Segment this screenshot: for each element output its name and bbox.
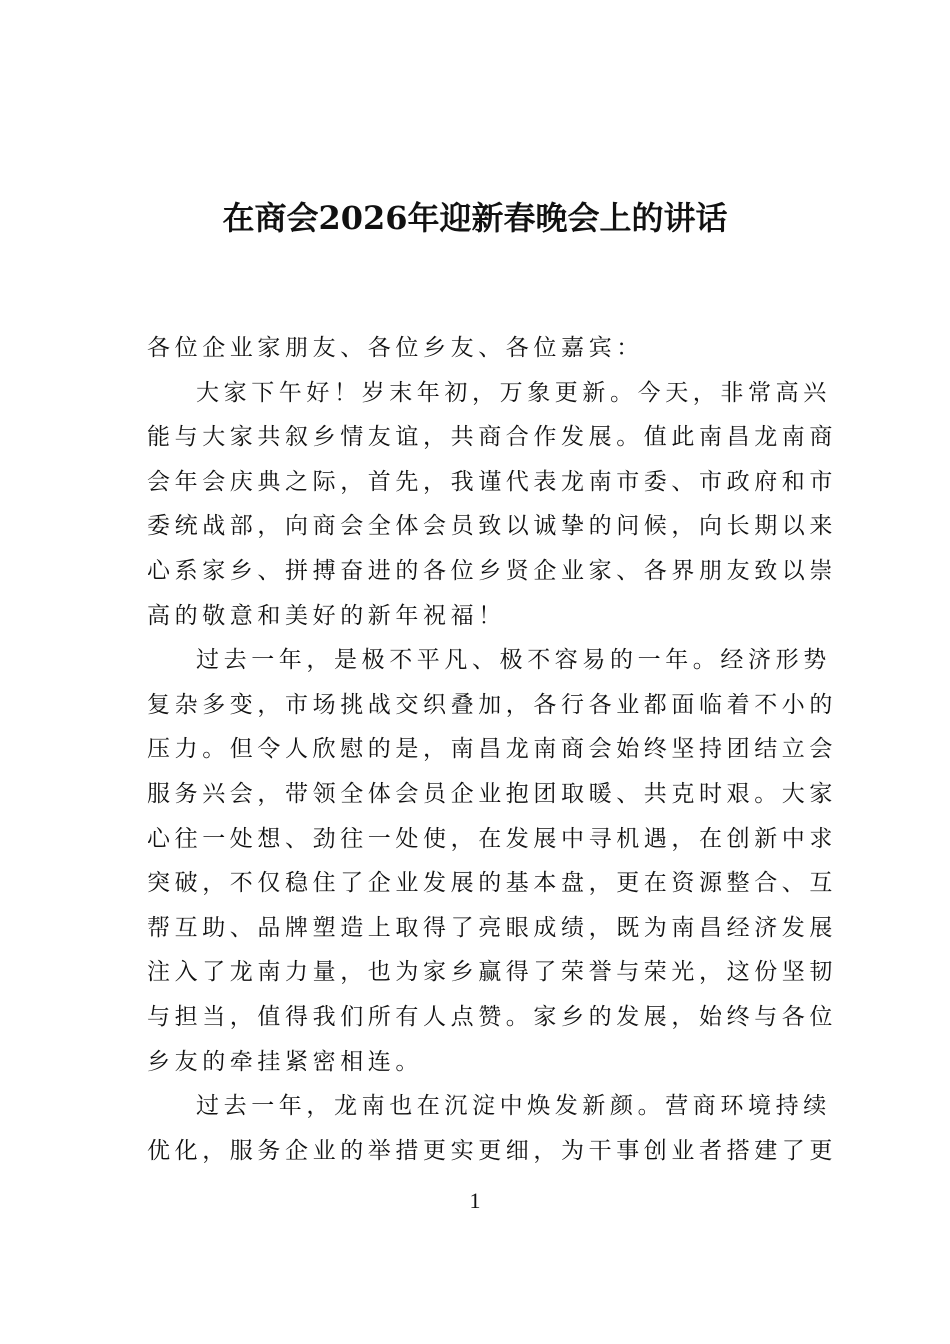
paragraph-line: 压力。但令人欣慰的是，南昌龙南商会始终坚持团结立会 — [147, 736, 837, 763]
greeting-line: 各位企业家朋友、各位乡友、各位嘉宾： — [147, 335, 644, 361]
paragraph-line: 与担当，值得我们所有人点赞。家乡的发展，始终与各位 — [147, 1003, 837, 1030]
paragraph-line: 过去一年，龙南也在沉淀中焕发新颜。营商环境持续 — [196, 1093, 831, 1120]
paragraph-line: 高的敬意和美好的新年祝福！ — [147, 602, 506, 629]
paragraph-line: 心系家乡、拼搏奋进的各位乡贤企业家、各界朋友致以崇 — [147, 557, 837, 584]
paragraph-line: 复杂多变，市场挑战交织叠加，各行各业都面临着不小的 — [147, 691, 837, 718]
paragraph-line: 乡友的牵挂紧密相连。 — [147, 1048, 423, 1075]
paragraph-line: 能与大家共叙乡情友谊，共商合作发展。值此南昌龙南商 — [147, 424, 837, 451]
paragraph-line: 过去一年，是极不平凡、极不容易的一年。经济形势 — [196, 647, 831, 674]
paragraph-line: 优化，服务企业的举措更实更细，为干事创业者搭建了更 — [147, 1137, 837, 1164]
document-body — [147, 326, 837, 1173]
paragraph-line: 突破，不仅稳住了企业发展的基本盘，更在资源整合、互 — [147, 870, 837, 897]
paragraph-line: 注入了龙南力量，也为家乡赢得了荣誉与荣光，这份坚韧 — [147, 959, 837, 986]
paragraph-line: 帮互助、品牌塑造上取得了亮眼成绩，既为南昌经济发展 — [147, 914, 837, 941]
paragraph-line: 委统战部，向商会全体会员致以诚挚的问候，向长期以来 — [147, 513, 837, 540]
paragraph-line: 大家下午好！岁末年初，万象更新。今天，非常高兴 — [196, 379, 831, 406]
paragraph-line: 服务兴会，带领全体会员企业抱团取暖、共克时艰。大家 — [147, 780, 837, 807]
page-title: 在商会2026年迎新春晚会上的讲话 — [222, 199, 728, 237]
paragraph-line: 会年会庆典之际，首先，我谨代表龙南市委、市政府和市 — [147, 468, 837, 495]
page-number: 1 — [469, 1188, 481, 1213]
paragraph-line: 心往一处想、劲往一处使，在发展中寻机遇，在创新中求 — [147, 825, 837, 852]
